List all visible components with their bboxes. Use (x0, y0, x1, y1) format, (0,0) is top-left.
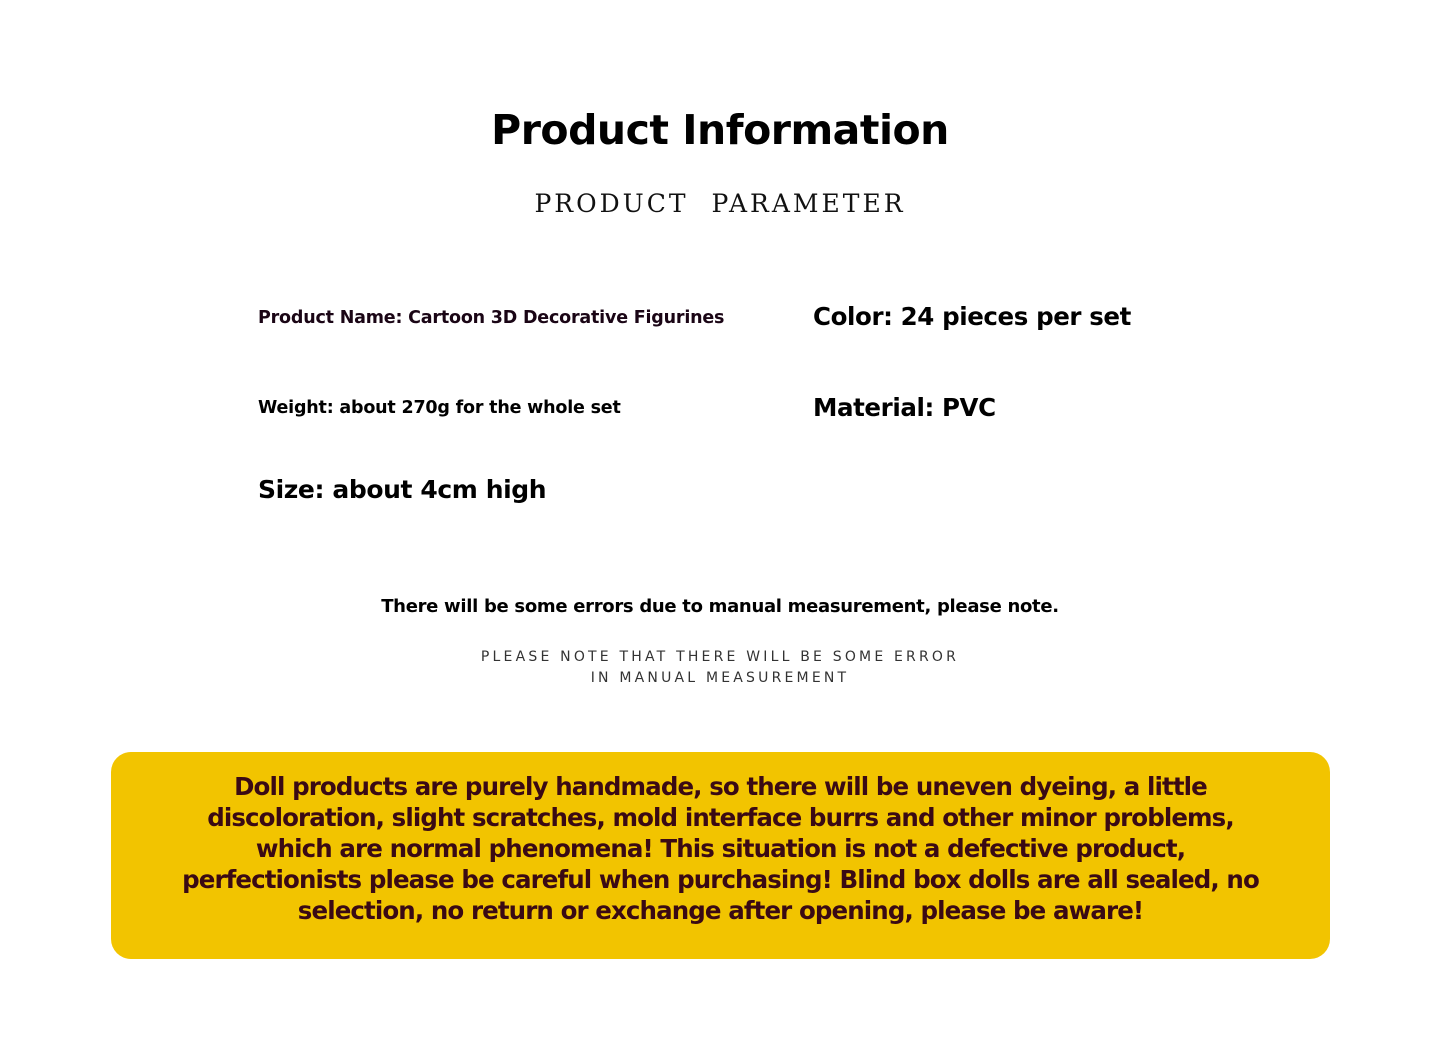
page-subtitle: PRODUCT PARAMETER (534, 189, 906, 218)
warning-line: discoloration, slight scratches, mold interface burrs and other minor problems, (207, 803, 1234, 832)
warning-line: perfectionists please be careful when purchasing! Blind box dolls are all sealed, no (182, 865, 1259, 894)
size-param: Size: about 4cm high (258, 475, 547, 504)
page-title: Product Information (491, 106, 949, 154)
product-name-param: Product Name: Cartoon 3D Decorative Figurines (258, 308, 725, 328)
color-param: Color: 24 pieces per set (813, 302, 1131, 331)
warning-line: Doll products are purely handmade, so there will be uneven dyeing, a little (234, 772, 1207, 801)
measurement-note: There will be some errors due to manual measurement, please note. (381, 596, 1059, 617)
material-param: Material: PVC (813, 393, 996, 422)
warning-line: selection, no return or exchange after opening, please be aware! (297, 896, 1144, 925)
warning-text (151, 771, 1290, 926)
measurement-note-english-line-1: PLEASE NOTE THAT THERE WILL BE SOME ERROR (480, 649, 960, 665)
measurement-note-english-line-2: IN MANUAL MEASUREMENT (590, 670, 850, 686)
warning-line: which are normal phenomena! This situation is not a defective product, (255, 834, 1186, 863)
weight-param: Weight: about 270g for the whole set (258, 398, 621, 418)
warning-banner (111, 752, 1330, 959)
measurement-note-english (0, 647, 1440, 689)
